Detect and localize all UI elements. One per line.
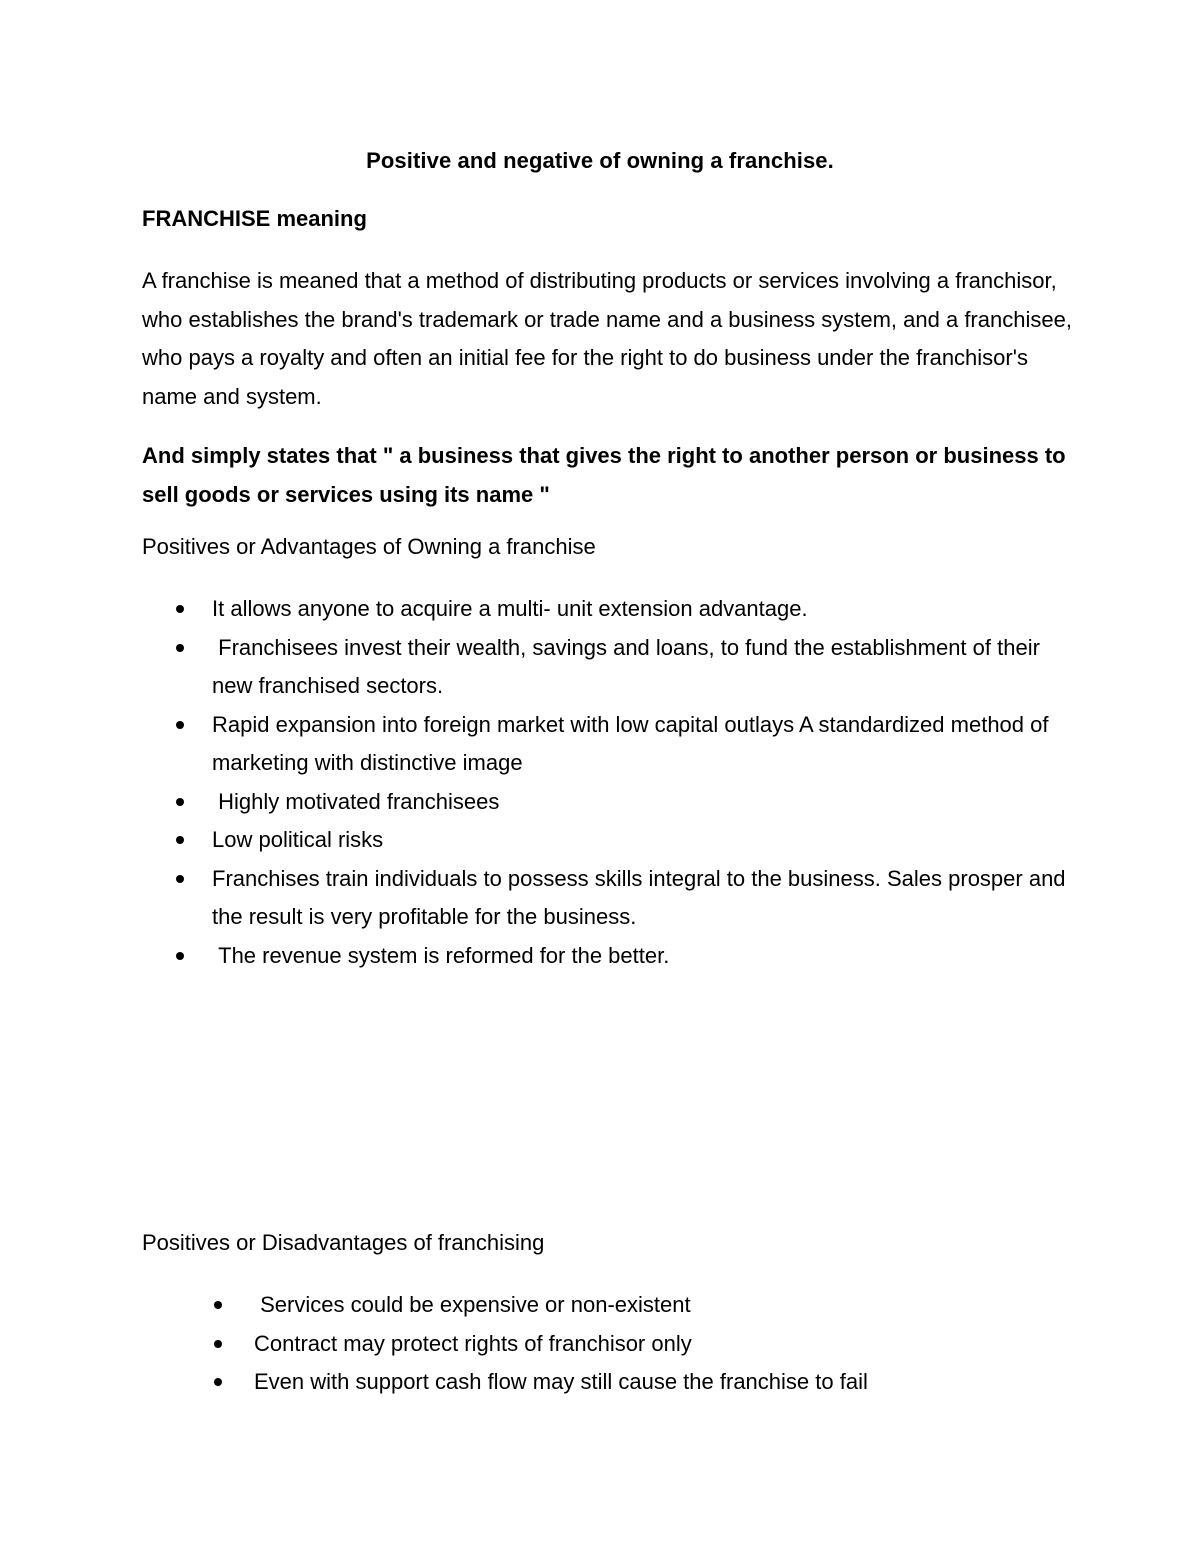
list-item [254,1325,1074,1364]
list-item-text: Contract may protect rights of franchisor only [254,1330,692,1356]
disadvantages-list [254,1286,1074,1402]
list-item [212,629,1072,706]
advantages-section-title: Positives or Advantages of Owning a franchise [142,534,596,559]
list-item-text: Highly motivated franchisees [212,788,500,814]
bullet-icon [176,952,184,960]
bullet-icon [176,644,184,652]
list-item [212,860,1072,937]
list-item [212,783,1072,822]
list-item-text: The revenue system is reformed for the better. [212,942,670,968]
bullet-icon [214,1378,222,1386]
bullet-icon [176,605,184,613]
list-item-text: Even with support cash flow may still cause the franchise to fail [254,1369,868,1394]
list-item [254,1363,1074,1402]
list-item [212,937,1072,976]
list-item [254,1286,1074,1325]
document-title: Positive and negative of owning a franchise. [366,148,834,173]
list-item-text: It allows anyone to acquire a multi- unit extension advantage. [212,596,808,621]
list-item [212,706,1072,783]
list-item-text: Franchisees invest their wealth, savings and loans, to fund the establishment of their new franchised sectors. [212,634,1047,698]
bullet-icon [176,721,184,729]
bullet-icon [176,875,184,883]
bullet-icon [214,1340,222,1348]
list-item [212,821,1072,860]
bullet-icon [176,836,184,844]
advantages-list [212,590,1072,975]
definition-paragraph: A franchise is meaned that a method of distributing products or services involving a franchisor, who establishes the brand's trademark or trade name and a business system, and a franchisee, who pays a royalty and often an initial fee for the right to do business under the franchisor's name and system. [142,268,1072,409]
list-item-text: Franchises train individuals to possess skills integral to the business. Sales prosper and the result is very profitable for the business. [212,865,1072,929]
disadvantages-section-title: Positives or Disadvantages of franchising [142,1230,545,1255]
simple-definition-paragraph: And simply states that " a business that gives the right to another person or business to sell goods or services using its name " [142,443,1066,507]
list-item-text: Low political risks [212,827,384,852]
franchise-meaning-heading: FRANCHISE meaning [142,206,367,231]
list-item-text: Services could be expensive or non-existent [254,1292,691,1317]
list-item [212,590,1072,629]
bullet-icon [214,1301,222,1309]
bullet-icon [176,798,184,806]
list-item-text: Rapid expansion into foreign market with low capital outlays A standardized method of marketing with distinctive image [212,711,1055,775]
